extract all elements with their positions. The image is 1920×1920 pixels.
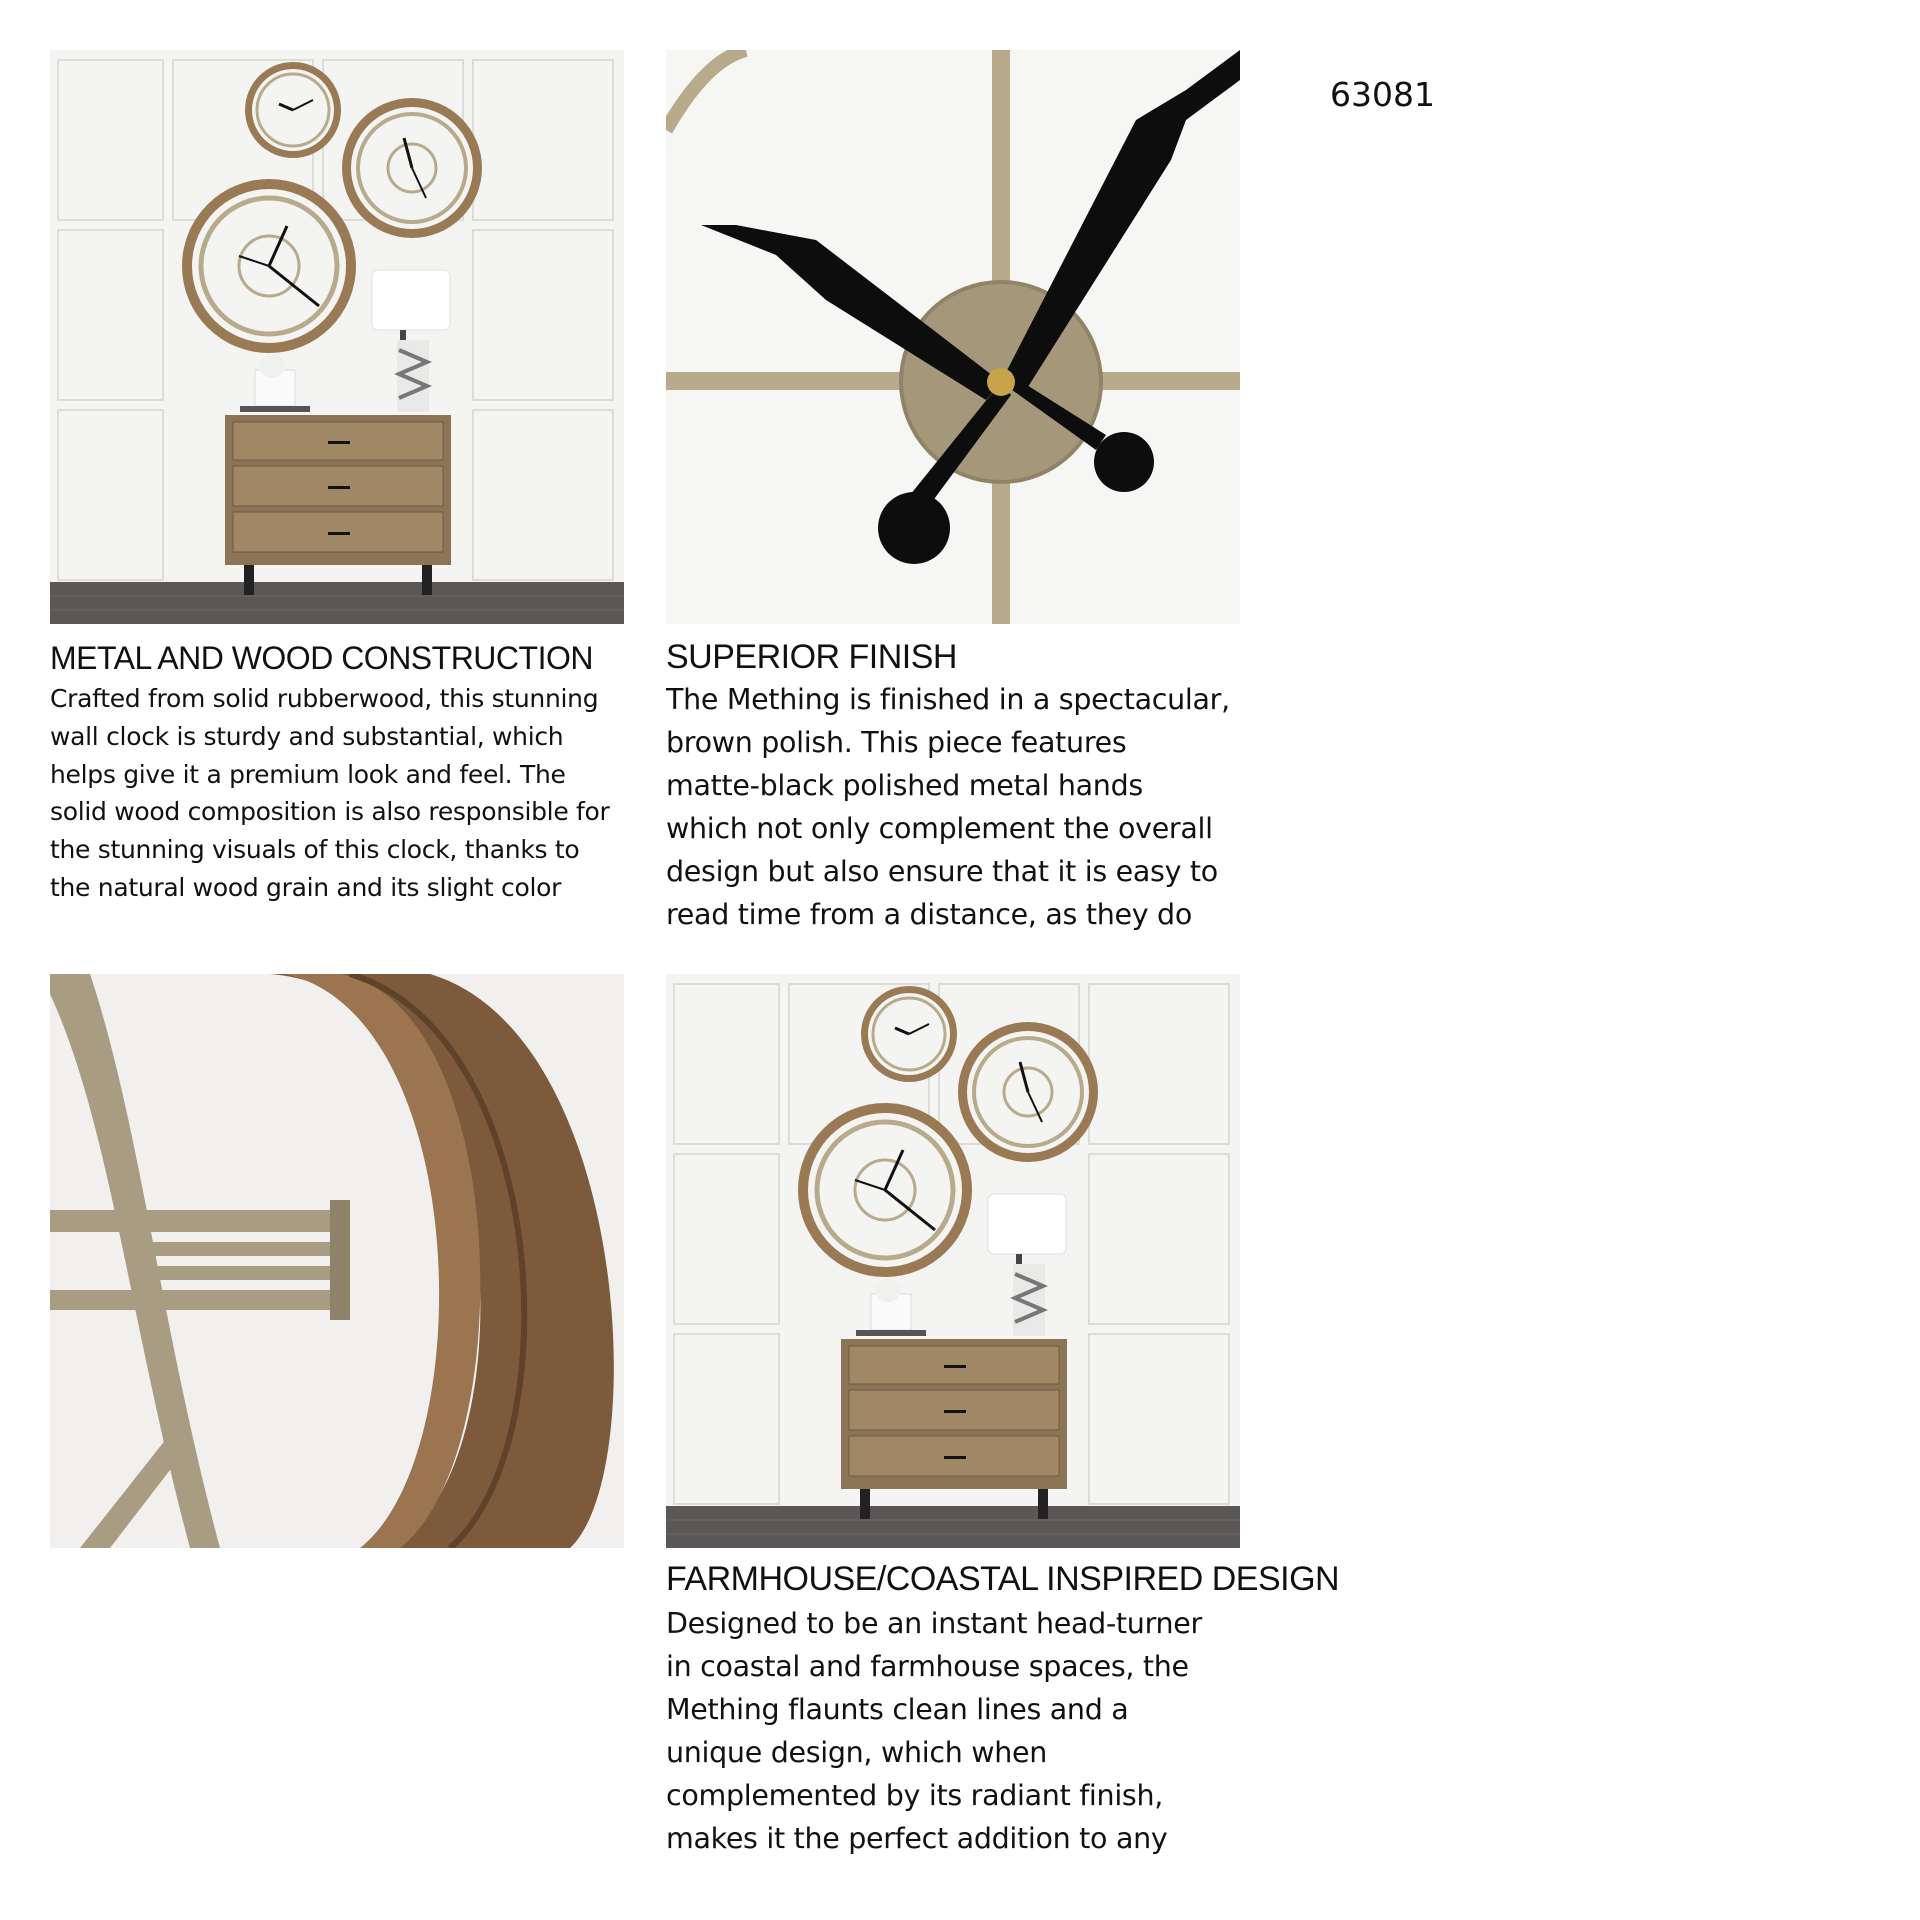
wooden-rim-photo — [50, 974, 624, 1548]
room-scene-photo — [50, 50, 624, 624]
section-heading-construction: METAL AND WOOD CONSTRUCTION — [50, 640, 593, 676]
room-scene-photo — [666, 974, 1240, 1548]
section-body-design: Designed to be an instant head-turner in coastal and farmhouse spaces, the Mething flaunts clean lines and a unique design, which when complemented by its radiant finish, makes it the perfect addition to any — [666, 1607, 1202, 1855]
clock-hands-photo — [666, 50, 1240, 624]
section-body-construction: Crafted from solid rubberwood, this stunning wall clock is sturdy and substantial, which helps give it a premium look and feel. The solid wood composition is also responsible for the stunning visuals of this clock, thanks to the natural wood grain and its slight color — [50, 684, 610, 902]
product-id: 63081 — [1330, 75, 1435, 114]
section-heading-design: FARMHOUSE/COASTAL INSPIRED DESIGN — [666, 1560, 1340, 1598]
section-body-finish: The Mething is finished in a spectacular, brown polish. This piece features matte-black polished metal hands which not only complement the overall design but also ensure that it is easy to read time from a distance, as they do — [666, 683, 1230, 931]
section-heading-finish: SUPERIOR FINISH — [666, 638, 957, 676]
